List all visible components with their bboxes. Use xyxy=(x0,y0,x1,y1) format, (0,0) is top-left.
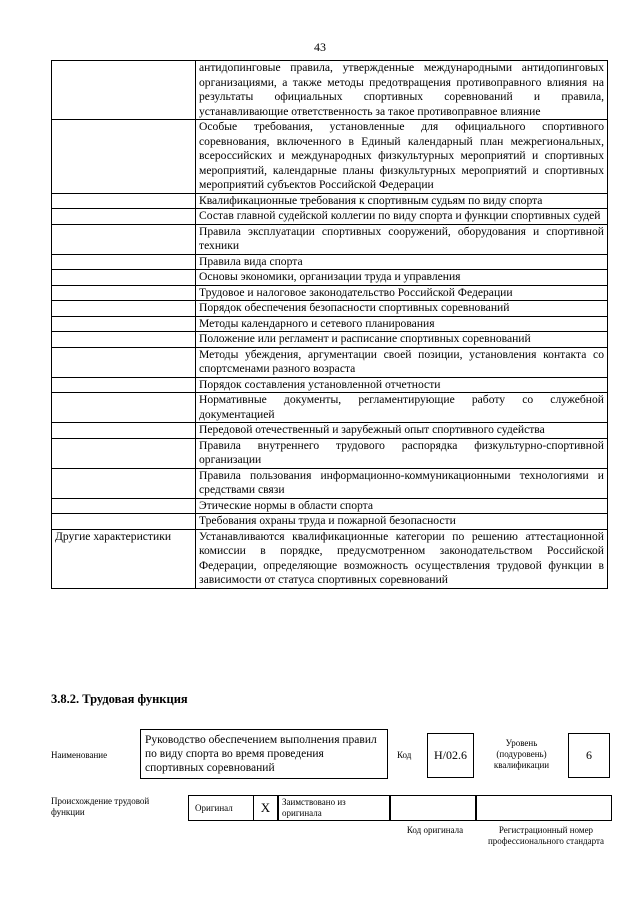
knowledge-row xyxy=(52,393,608,423)
reg-number-cell xyxy=(476,795,612,821)
level-label: Уровень (подуровень) квалификации xyxy=(493,738,550,770)
knowledge-row xyxy=(52,254,608,270)
borrowed-cell: Заимствовано из оригинала xyxy=(278,795,390,821)
knowledge-row xyxy=(52,438,608,468)
knowledge-table xyxy=(51,60,608,589)
knowledge-row-empty-cell xyxy=(52,377,196,393)
knowledge-item: Методы календарного и сетевого планирования xyxy=(196,316,608,332)
knowledge-item: Этические нормы в области спорта xyxy=(196,498,608,514)
knowledge-item: Правила эксплуатации спортивных сооружений, оборудования и спортивной техники xyxy=(196,224,608,254)
knowledge-row-empty-cell xyxy=(52,393,196,423)
function-code-box: Н/02.6 xyxy=(427,733,474,778)
code-original-label: Код оригинала xyxy=(406,825,464,835)
knowledge-row xyxy=(52,468,608,498)
code-label: Код xyxy=(397,750,412,760)
knowledge-row-empty-cell xyxy=(52,514,196,530)
knowledge-row-empty-cell xyxy=(52,423,196,439)
knowledge-row xyxy=(52,377,608,393)
knowledge-item: Нормативные документы, регламентирующие работу со служебной документацией xyxy=(196,393,608,423)
reg-number-label: Регистрационный номер профессионального стандарта xyxy=(487,825,605,846)
knowledge-row xyxy=(52,498,608,514)
knowledge-row-empty-cell xyxy=(52,301,196,317)
knowledge-row xyxy=(52,285,608,301)
knowledge-row-empty-cell xyxy=(52,209,196,225)
knowledge-row xyxy=(52,270,608,286)
knowledge-row xyxy=(52,347,608,377)
original-cell: Оригинал xyxy=(188,795,254,821)
knowledge-row-empty-cell xyxy=(52,270,196,286)
original-mark: X xyxy=(254,795,278,821)
knowledge-row xyxy=(52,423,608,439)
knowledge-item: Передовой отечественный и зарубежный опыт спортивного судейства xyxy=(196,423,608,439)
knowledge-item: Правила вида спорта xyxy=(196,254,608,270)
knowledge-row xyxy=(52,120,608,194)
knowledge-row-empty-cell xyxy=(52,332,196,348)
knowledge-item: антидопинговые правила, утвержденные международными антидопинговых организациями, а также методы предотвращения противоправного влияния на результаты официальных спортивных соревнований и правила, устанавливающие ответственность за такое противоправное влияние xyxy=(196,61,608,120)
knowledge-row-empty-cell xyxy=(52,347,196,377)
page-number: 43 xyxy=(314,40,326,54)
level-value-box: 6 xyxy=(568,733,610,778)
knowledge-row xyxy=(52,301,608,317)
knowledge-item: Особые требования, установленные для официального спортивного соревнования, включенного в Единый календарный план межрегиональных, всероссийских и международных физкультурных мероприятий и спортивных мероприятий, календарные планы физкультурных мероприятий и спортивных мероприятий субъектов Российской Федерации xyxy=(196,120,608,194)
name-label: Наименование xyxy=(51,750,108,760)
knowledge-item: Правила пользования информационно-коммуникационными технологиями и средствами связи xyxy=(196,468,608,498)
other-characteristics-label: Другие характеристики xyxy=(52,529,196,588)
knowledge-row-empty-cell xyxy=(52,438,196,468)
original-code-cell xyxy=(390,795,476,821)
knowledge-row-empty-cell xyxy=(52,120,196,194)
knowledge-item: Правила внутреннего трудового распорядка физкультурно-спортивной организации xyxy=(196,438,608,468)
knowledge-row xyxy=(52,209,608,225)
knowledge-item: Основы экономики, организации труда и управления xyxy=(196,270,608,286)
knowledge-row xyxy=(52,61,608,120)
knowledge-item: Методы убеждения, аргументации своей позиции, установления контакта со спортсменами разного возраста xyxy=(196,347,608,377)
origin-row xyxy=(188,795,612,821)
knowledge-item: Трудовое и налоговое законодательство Российской Федерации xyxy=(196,285,608,301)
knowledge-item: Порядок составления установленной отчетности xyxy=(196,377,608,393)
other-characteristics-row xyxy=(52,529,608,588)
knowledge-row-empty-cell xyxy=(52,61,196,120)
knowledge-item: Порядок обеспечения безопасности спортивных соревнований xyxy=(196,301,608,317)
knowledge-row-empty-cell xyxy=(52,254,196,270)
knowledge-row xyxy=(52,514,608,530)
knowledge-rows xyxy=(52,61,608,530)
knowledge-row xyxy=(52,193,608,209)
knowledge-row-empty-cell xyxy=(52,468,196,498)
origin-label: Происхождение трудовой функции xyxy=(51,796,150,817)
knowledge-row xyxy=(52,316,608,332)
knowledge-item: Положение или регламент и расписание спортивных соревнований xyxy=(196,332,608,348)
knowledge-row-empty-cell xyxy=(52,316,196,332)
knowledge-item: Квалификационные требования к спортивным судьям по виду спорта xyxy=(196,193,608,209)
knowledge-row-empty-cell xyxy=(52,285,196,301)
knowledge-row-empty-cell xyxy=(52,224,196,254)
knowledge-row xyxy=(52,224,608,254)
knowledge-row xyxy=(52,332,608,348)
knowledge-row-empty-cell xyxy=(52,498,196,514)
knowledge-item: Требования охраны труда и пожарной безопасности xyxy=(196,514,608,530)
other-characteristics-text: Устанавливаются квалификационные категории по решению аттестационной комиссии в порядке, предусмотренном законодательством Российской Федерации, определяющие возможность осуществления трудовой функции в зависимости от статуса спортивных соревнований xyxy=(196,529,608,588)
knowledge-item: Состав главной судейской коллегии по виду спорта и функции спортивных судей xyxy=(196,209,608,225)
knowledge-row-empty-cell xyxy=(52,193,196,209)
section-title: 3.8.2. Трудовая функция xyxy=(51,692,188,706)
function-name-box: Руководство обеспечением выполнения правил по виду спорта во время проведения спортивных соревнований xyxy=(140,729,388,779)
